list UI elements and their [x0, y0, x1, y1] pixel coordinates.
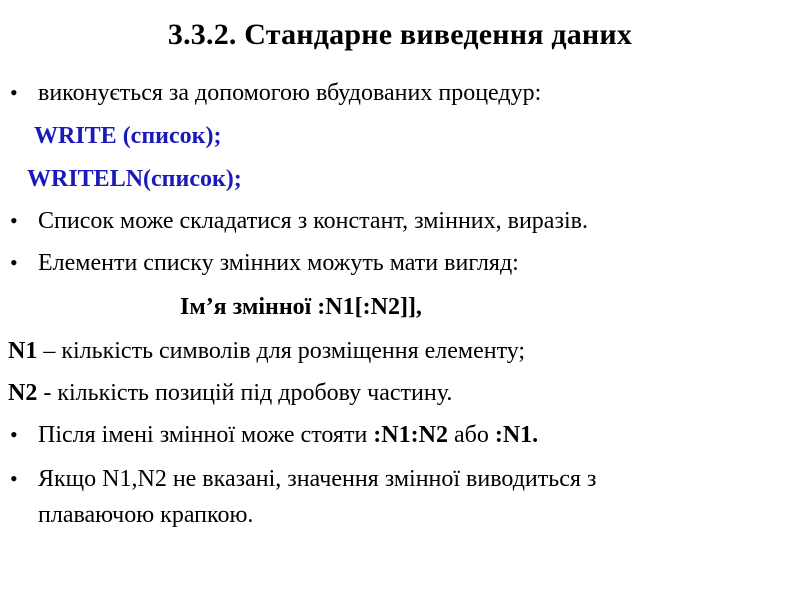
elements-text: Елементи списку змінних можуть мати вигляд: — [38, 250, 519, 276]
bullet-icon: • — [10, 466, 18, 491]
intro-text: виконується за допомогою вбудованих процедур: — [38, 80, 542, 106]
n1-description — [8, 336, 525, 366]
bullet-icon: • — [10, 250, 18, 275]
writeln-procedure: WRITELN(список); — [27, 166, 242, 192]
after-part1: Після імені змінної може стояти — [38, 422, 374, 448]
after-code2: :N1. — [494, 422, 539, 448]
if-not-line2: плаваючою крапкою. — [38, 502, 254, 528]
slide-title: 3.3.2. Стандарне виведення даних — [167, 18, 633, 51]
after-part2: або — [447, 422, 495, 448]
after-code1: :N1:N2 — [373, 422, 448, 448]
format-text: Ім’я змінної :N1[:N2]], — [180, 294, 422, 320]
n2-description — [8, 378, 452, 408]
n1-text: – кількість символів для розміщення елементу; — [37, 338, 526, 364]
bullet-icon: • — [10, 208, 18, 233]
bullet-icon: • — [10, 422, 18, 447]
if-not-line1: Якщо N1,N2 не вказані, значення змінної виводиться з — [38, 466, 597, 492]
n2-text: - кількість позицій під дробову частину. — [37, 380, 453, 406]
n2-label: N2 — [8, 380, 38, 406]
write-procedure: WRITE (список); — [34, 123, 222, 149]
n1-label: N1 — [8, 338, 38, 364]
bullet-icon: • — [10, 80, 18, 105]
list-can-text: Список може складатися з констант, змінних, виразів. — [38, 208, 588, 234]
after-name-text — [38, 420, 538, 450]
